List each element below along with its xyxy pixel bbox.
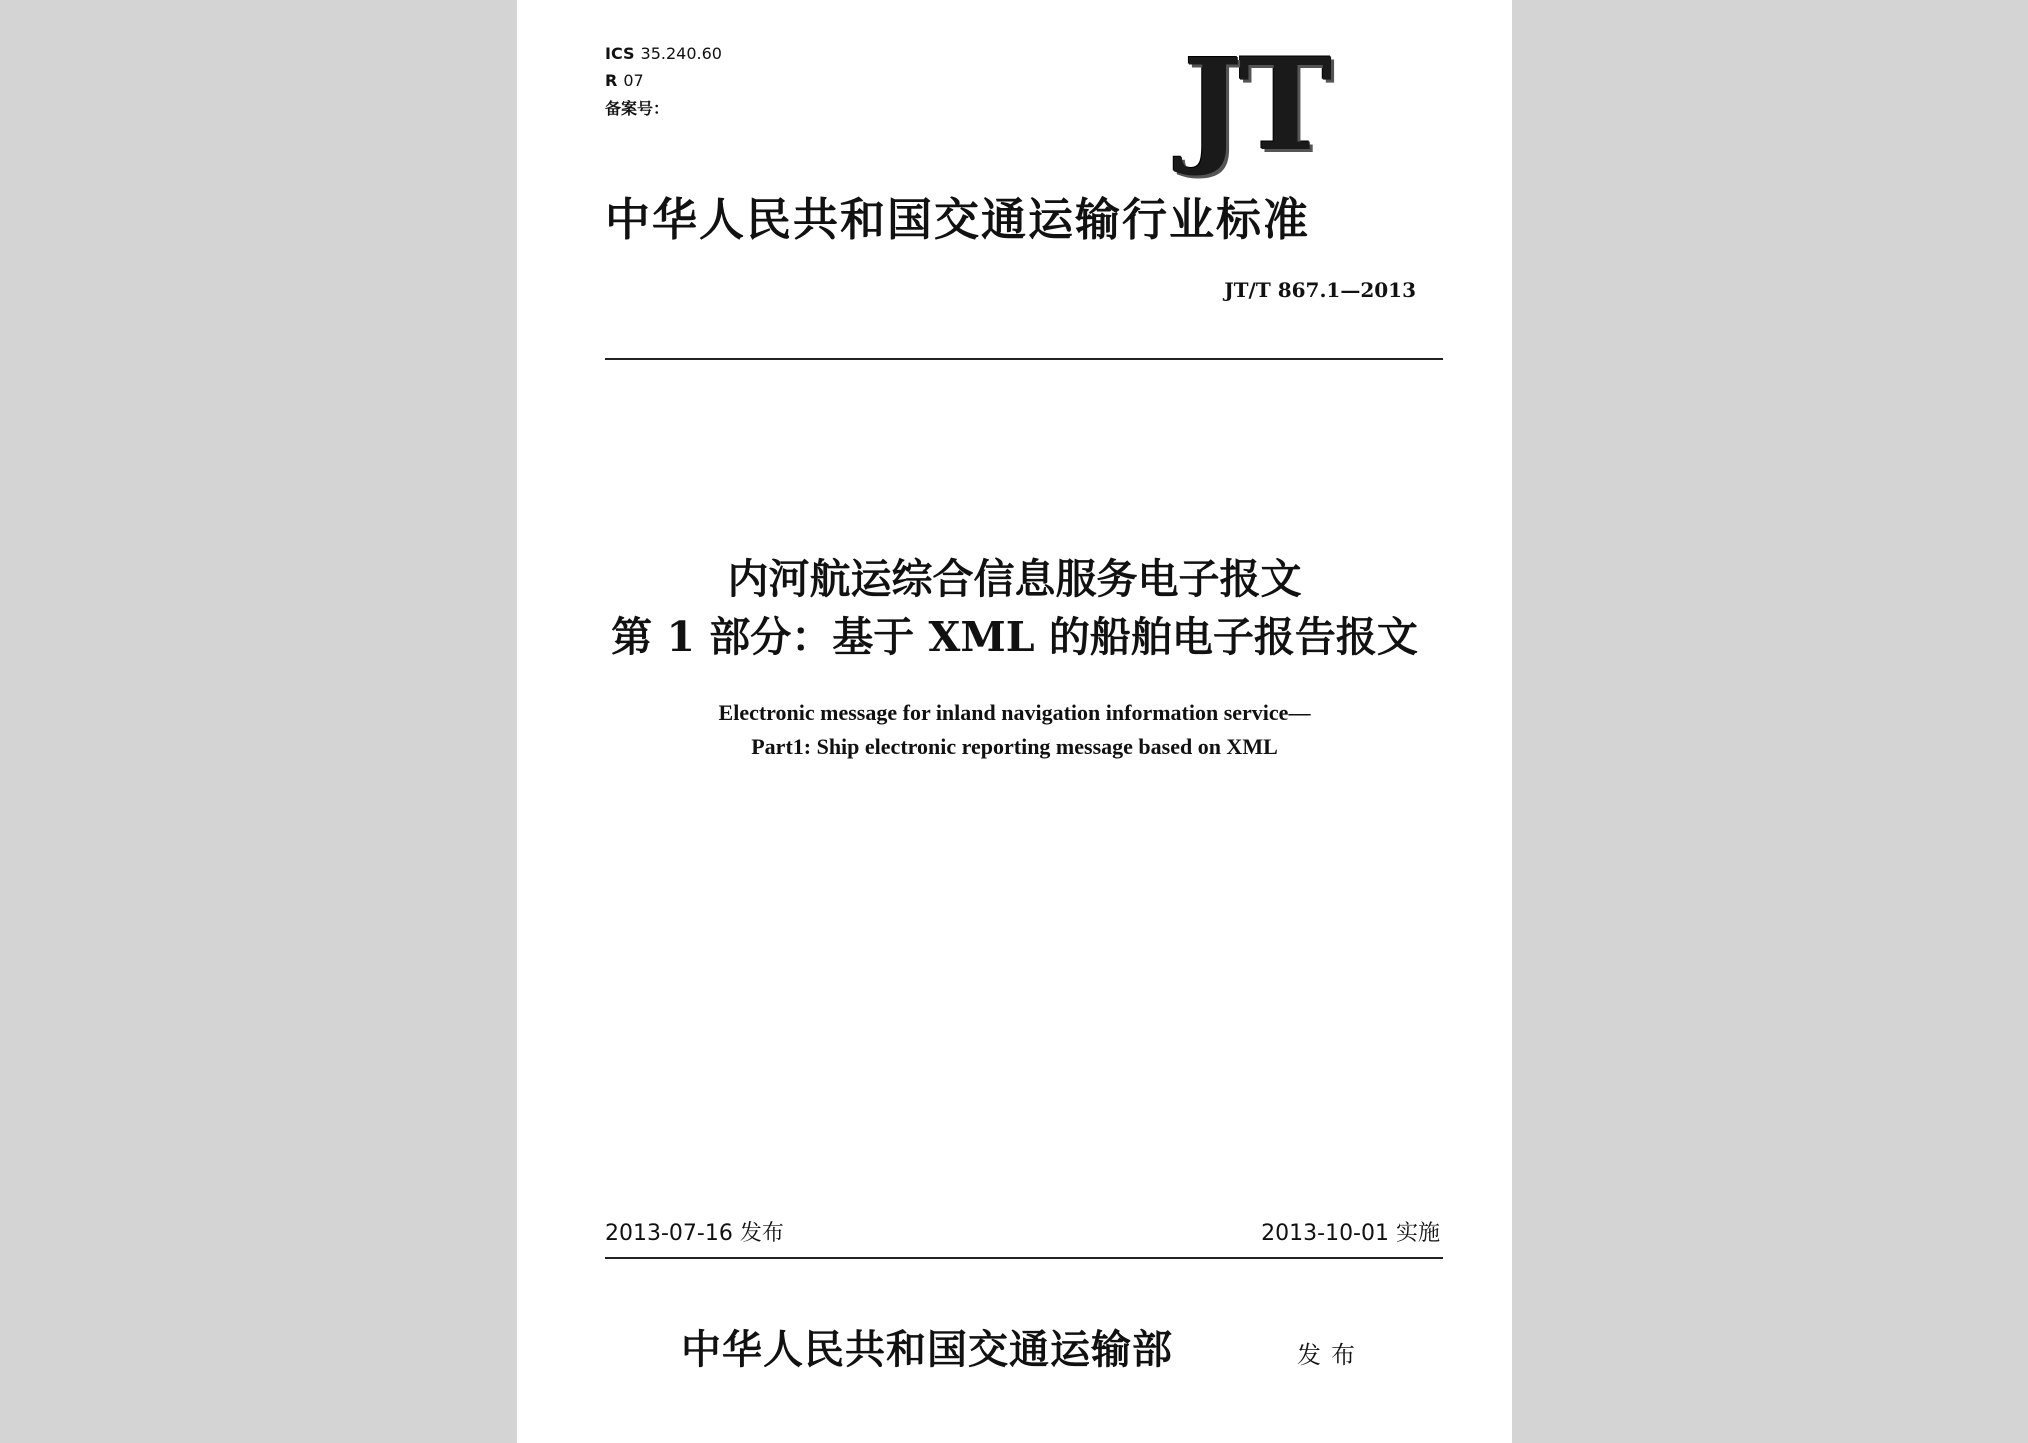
standard-code: JT/T 867.1—2013 <box>1224 278 1416 302</box>
chinese-title-line-1: 内河航运综合信息服务电子报文 <box>727 555 1302 603</box>
bottom-divider <box>605 1257 1443 1259</box>
jt-logo: JT <box>1183 31 1329 179</box>
top-divider <box>605 358 1443 360</box>
ics-label: ICS <box>605 44 635 63</box>
classification-line <box>605 73 644 89</box>
implementation-date: 2013-10-01 实施 <box>1261 1221 1440 1246</box>
issue-date: 2013-07-16 发布 <box>605 1221 784 1246</box>
publish-label: 发布 <box>1297 1341 1365 1369</box>
ics-line <box>605 46 722 62</box>
publisher-name: 中华人民共和国交通运输部 <box>681 1326 1173 1373</box>
record-number-line <box>605 101 669 117</box>
classification-label: R <box>605 71 618 90</box>
english-title-line-2: Part1: Ship electronic reporting message based on XML <box>751 734 1278 759</box>
standard-title: 中华人民共和国交通运输行业标准 <box>605 193 1311 246</box>
ics-value: 35.240.60 <box>640 44 722 63</box>
classification-value: 07 <box>623 71 644 90</box>
record-number-label: 备案号： <box>605 99 670 118</box>
chinese-title-line-2: 第 1 部分：基于 XML 的船舶电子报告报文 <box>611 613 1418 661</box>
document-page <box>517 0 1512 1443</box>
english-title-line-1: Electronic message for inland navigation information service— <box>718 700 1311 725</box>
